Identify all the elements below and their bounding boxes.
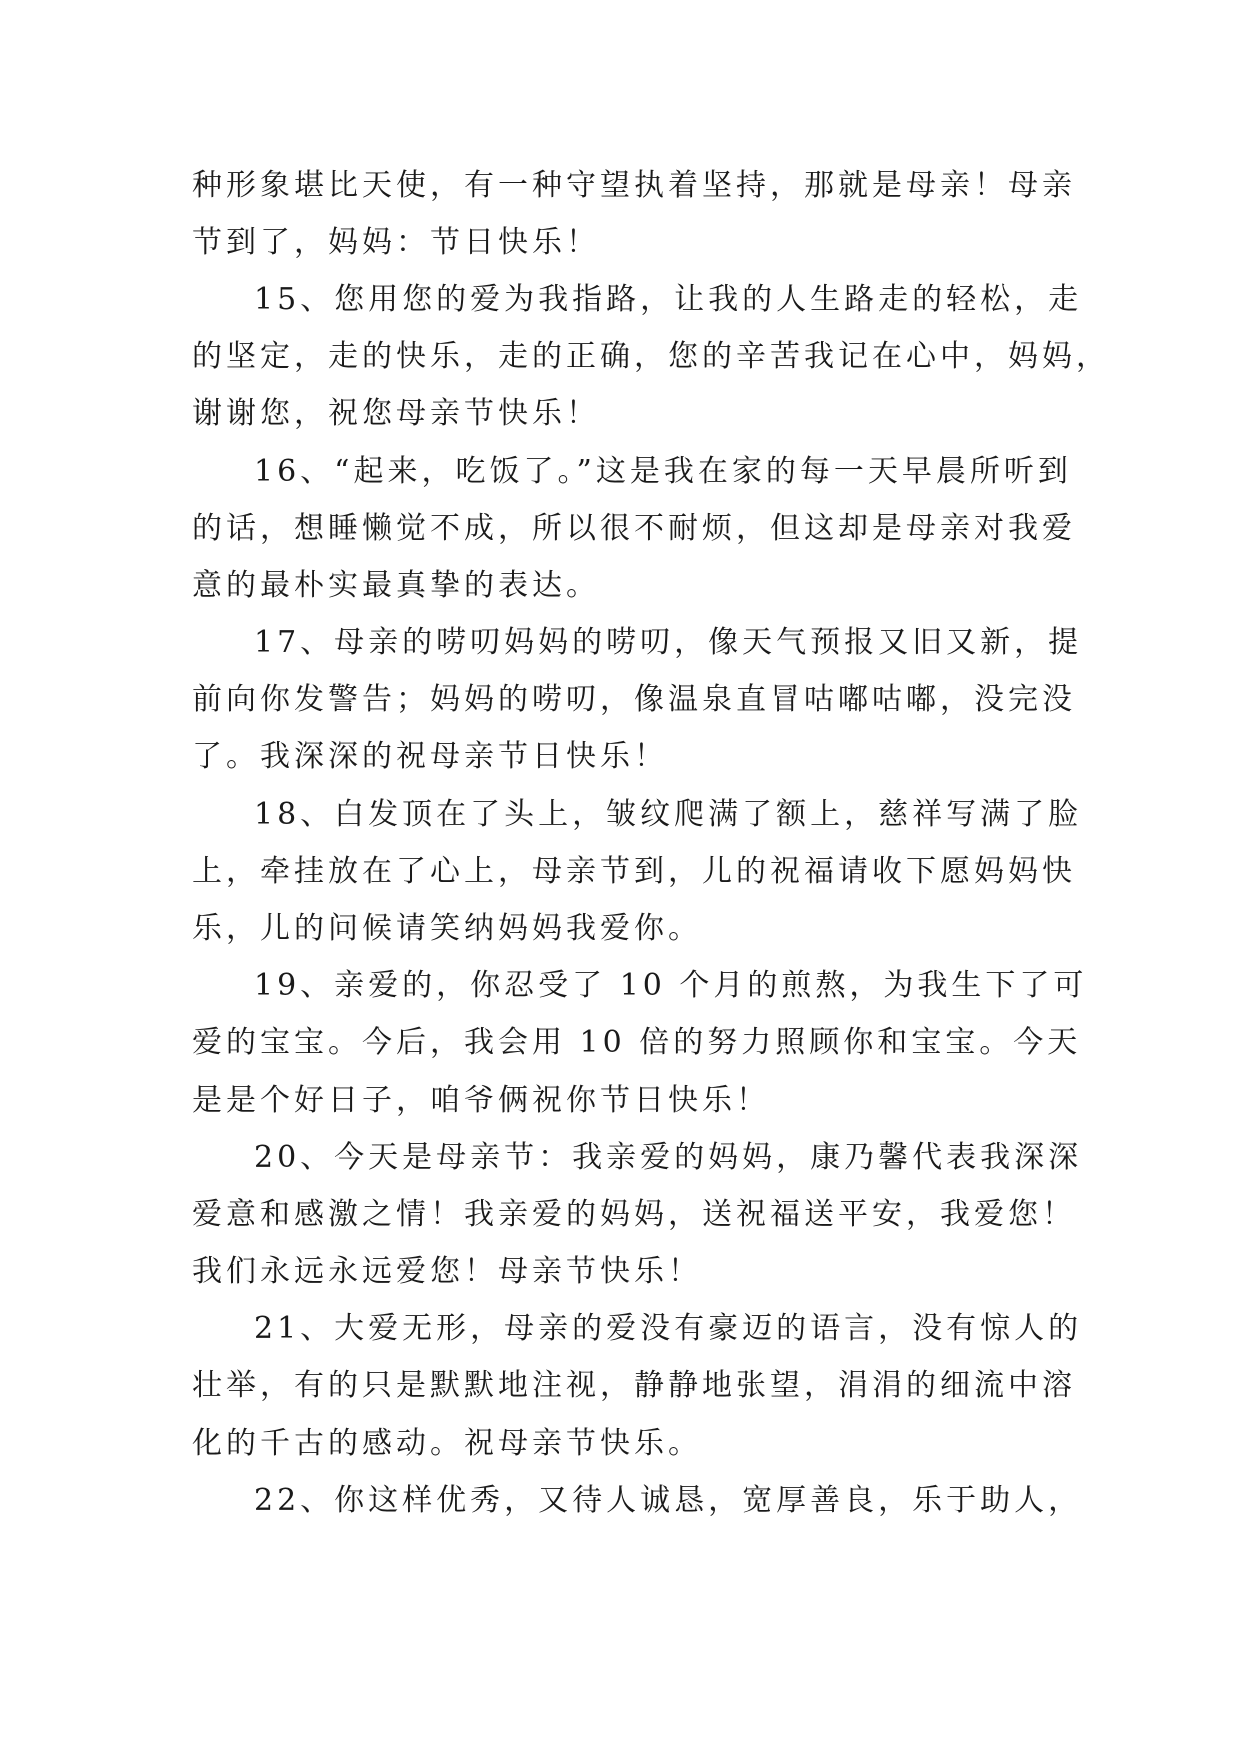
text-line: 19、亲爱的，你忍受了 10 个月的煎熬，为我生下了可 (254, 968, 1088, 1003)
text-line: 意的最朴实最真挚的表达。 (192, 568, 600, 603)
text-line: 谢谢您，祝您母亲节快乐！ (192, 396, 600, 431)
text-line: 18、白发顶在了头上，皱纹爬满了额上，慈祥写满了脸 (254, 797, 1083, 832)
text-line: 乐，儿的问候请笑纳妈妈我爱你。 (192, 911, 702, 946)
text-line: 上，牵挂放在了心上，母亲节到，儿的祝福请收下愿妈妈快 (192, 854, 1076, 889)
text-line: 的话，想睡懒觉不成，所以很不耐烦，但这却是母亲对我爱 (192, 511, 1076, 546)
text-line: 是是个好日子，咱爷俩祝你节日快乐！ (192, 1083, 770, 1118)
text-line: 22、你这样优秀，又待人诚恳，宽厚善良，乐于助人， (254, 1483, 1083, 1518)
text-line: 15、您用您的爱为我指路，让我的人生路走的轻松，走 (254, 282, 1083, 317)
text-line: 的坚定，走的快乐，走的正确，您的辛苦我记在心中，妈妈， (192, 339, 1110, 374)
text-line: 节到了，妈妈：节日快乐！ (192, 225, 600, 260)
text-line: 种形象堪比天使，有一种守望执着坚持，那就是母亲！母亲 (192, 168, 1076, 203)
text-line: 化的千古的感动。祝母亲节快乐。 (192, 1426, 702, 1461)
text-line: 了。我深深的祝母亲节日快乐！ (192, 739, 668, 774)
text-line: 17、母亲的唠叨妈妈的唠叨，像天气预报又旧又新，提 (254, 625, 1083, 660)
text-line: 20、今天是母亲节：我亲爱的妈妈，康乃馨代表我深深 (254, 1140, 1083, 1175)
text-line: 21、大爱无形，母亲的爱没有豪迈的语言，没有惊人的 (254, 1311, 1083, 1346)
text-line: 爱的宝宝。今后，我会用 10 倍的努力照顾你和宝宝。今天 (192, 1025, 1082, 1060)
text-line: 爱意和感激之情！我亲爱的妈妈，送祝福送平安，我爱您！ (192, 1197, 1076, 1232)
text-line: 16、“起来，吃饭了。”这是我在家的每一天早晨所听到 (254, 454, 1072, 489)
text-line: 壮举，有的只是默默地注视，静静地张望，涓涓的细流中溶 (192, 1368, 1076, 1403)
text-line: 前向你发警告；妈妈的唠叨，像温泉直冒咕嘟咕嘟，没完没 (192, 682, 1076, 717)
text-line: 我们永远永远爱您！母亲节快乐！ (192, 1254, 702, 1289)
